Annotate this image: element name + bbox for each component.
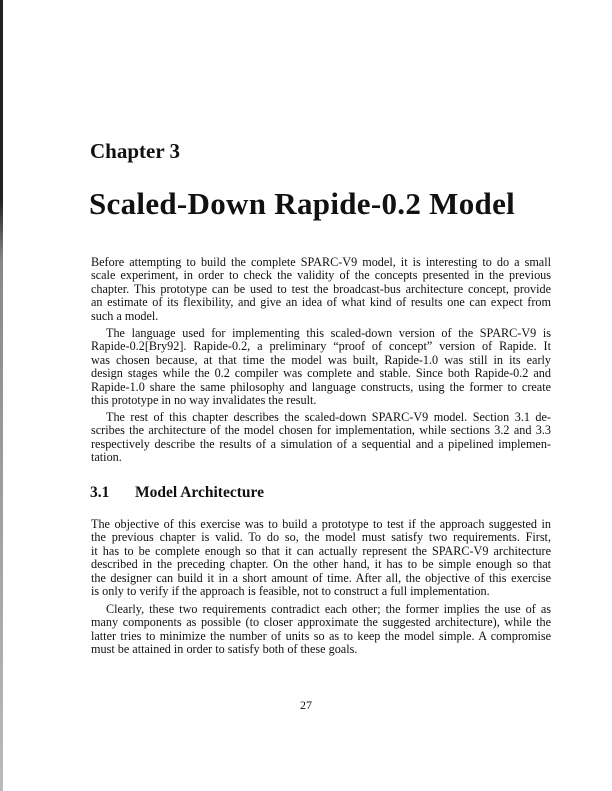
text-line: the designer can build it in a short amount of time. After all, the objective of this exercise	[91, 570, 551, 585]
text-line: The language used for implementing this scaled-down version of the SPARC-V9 is	[106, 326, 551, 340]
text-line: The rest of this chapter describes the scaled-down SPARC-V9 model. Section 3.1 de-	[106, 410, 551, 424]
text-line: was chosen because, at that time the model was built, Rapide-1.0 was still in its early	[91, 352, 551, 367]
text-line: Rapide-0.2[Bry92]. Rapide-0.2, a preliminary “proof of concept” version of Rapide. It	[91, 339, 551, 354]
text-line: this prototype in no way invalidates the result.	[91, 393, 317, 408]
text-line: an estimate of its flexibility, and give an idea of what kind of results one can expect from	[91, 295, 551, 310]
text-line: latter tries to minimize the number of units so as to keep the model simple. A compromise	[91, 628, 551, 643]
text-line: Before attempting to build the complete SPARC-V9 model, it is interesting to do a small	[91, 255, 551, 269]
section-heading	[90, 484, 264, 502]
text-line: many components as possible (to closer approximate the suggested architecture), while the	[91, 615, 551, 630]
text-line: scale experiment, in order to check the validity of the concepts presented in the previous	[91, 268, 551, 283]
intro-paragraph-2	[91, 327, 551, 407]
section-paragraph-2	[91, 603, 551, 657]
text-line: such a model.	[91, 308, 159, 323]
section-number: 3.1	[90, 484, 110, 501]
text-line: must be attained in order to satisfy both of these goals.	[91, 642, 358, 657]
section-paragraph-1	[91, 518, 551, 598]
text-line: respectively describe the results of a simulation of a sequential and a pipelined implemen-	[91, 436, 551, 451]
intro-paragraph-3	[91, 411, 551, 465]
section-title: Model Architecture	[135, 484, 264, 501]
text-line: the previous chapter is valid. To do so, the model must satisfy two requirements. First,	[91, 530, 551, 545]
text-line: scribes the architecture of the model chosen for implementation, while sections 3.2 and 3.3	[91, 423, 551, 438]
text-line: Clearly, these two requirements contradict each other; the former implies the use of as	[106, 602, 551, 616]
chapter-label: Chapter 3	[90, 139, 181, 163]
text-line: it has to be complete enough so that it can actually represent the SPARC-V9 architecture	[91, 543, 551, 558]
text-line: chapter. This prototype can be used to test the broadcast-bus architecture concept, provide	[91, 281, 551, 296]
text-line: design stages while the 0.2 compiler was complete and stable. Since both Rapide-0.2 and	[91, 366, 551, 381]
intro-paragraph-1	[91, 256, 551, 323]
text-line: is only to verify if the approach is feasible, not to construct a full implementation.	[91, 584, 490, 599]
chapter-title: Scaled-Down Rapide-0.2 Model	[89, 186, 516, 221]
text-line: The objective of this exercise was to build a prototype to test if the approach suggested in	[91, 517, 551, 531]
text-line: tation.	[91, 450, 122, 465]
page-number: 27	[300, 698, 312, 712]
text-line: Rapide-1.0 share the same philosophy and language constructs, using the former to create	[91, 379, 551, 394]
text-line: described in the preceding chapter. On the other hand, it has to be simple enough so that	[91, 557, 551, 572]
scan-edge	[0, 0, 3, 791]
